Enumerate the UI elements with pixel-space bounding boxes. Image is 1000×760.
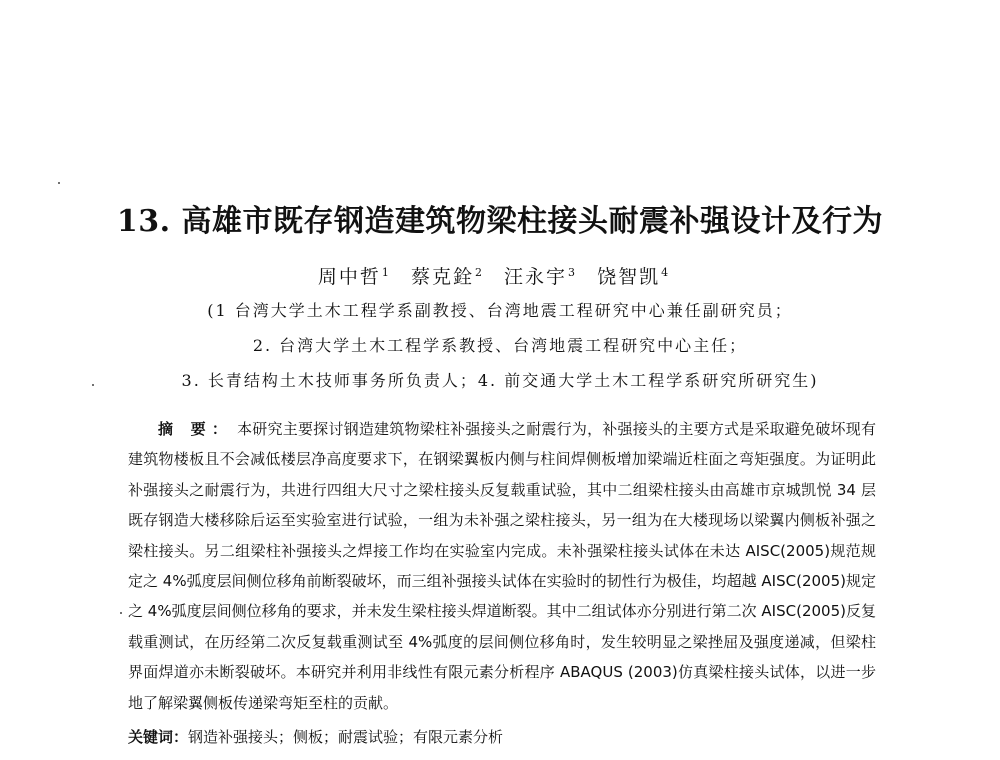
affiliation-line: (1 台湾大学土木工程学系副教授、台湾地震工程研究中心兼任副研究员； (207, 301, 793, 320)
author-name: 蔡克銓 (410, 266, 474, 288)
paper-title: 13. 高雄市既存钢造建筑物梁柱接头耐震补强设计及行为 (116, 204, 884, 239)
abstract-block (128, 414, 876, 718)
author-affiliation-mark: 3 (568, 265, 576, 279)
author-line (0, 262, 1000, 289)
scan-speck (58, 182, 60, 184)
author-name: 周中哲 (317, 266, 381, 288)
author-affiliation-mark: 4 (661, 265, 669, 279)
keywords-label: 关键词： (128, 728, 189, 746)
affiliation-line: 2. 台湾大学土木工程学系教授、台湾地震工程研究中心主任； (252, 336, 748, 355)
author-affiliation-mark: 1 (381, 265, 389, 279)
author-name: 汪永宇 (504, 266, 568, 288)
keywords-text: 钢造补强接头；侧板；耐震试验；有限元素分析 (188, 728, 504, 746)
keywords-line (128, 726, 876, 747)
scan-speck (120, 612, 122, 614)
author-name: 饶智凯 (597, 266, 661, 288)
affiliation-line: 3. 长青结构土木技师事务所负责人；4. 前交通大学土木工程学系研究所研究生) (181, 371, 819, 390)
scan-speck (92, 384, 94, 386)
abstract-label: 摘 要： (158, 420, 234, 438)
author-affiliation-mark: 2 (474, 265, 482, 279)
abstract-text: 本研究主要探讨钢造建筑物梁柱补强接头之耐震行为，补强接头的主要方式是采取避免破坏现有建筑物楼板且不会减低楼层净高度要求下，在钢梁翼板内侧与柱间焊侧板增加梁端近柱面之弯矩强度。为证明此补强接头之耐震行为，共进行四组大尺寸之梁柱接头反复载重试验，其中二组梁柱接头由高雄市京城凯悦 34 层既存钢造大楼移除后运至实验室进行试验，一组为未补强之梁柱接头，另一组为在大楼现场以梁翼内侧板补强之梁柱接头。另二组梁柱补强接头之焊接工作均在实验室内完成。未补强梁柱接头试体在未达 AISC(2005)规范规定之 4%弧度层间侧位移角前断裂破坏，而三组补强接头试体在实验时的韧性行为极佳，均超越 AISC(2005)规定之 4%弧度层间侧位移角的要求，并未发生梁柱接头焊道断裂。其中二组试体亦分别进行第二次 AISC(2005)反复载重测试，在历经第二次反复载重测试至 4%弧度的层间侧位移角时，发生较明显之梁挫屈及强度递减，但梁柱界面焊道亦未断裂破坏。本研究并利用非线性有限元素分析程序 ABAQUS (2003)仿真梁柱接头试体，以进一步地了解梁翼侧板传递梁弯矩至柱的贡献。 (128, 420, 876, 712)
